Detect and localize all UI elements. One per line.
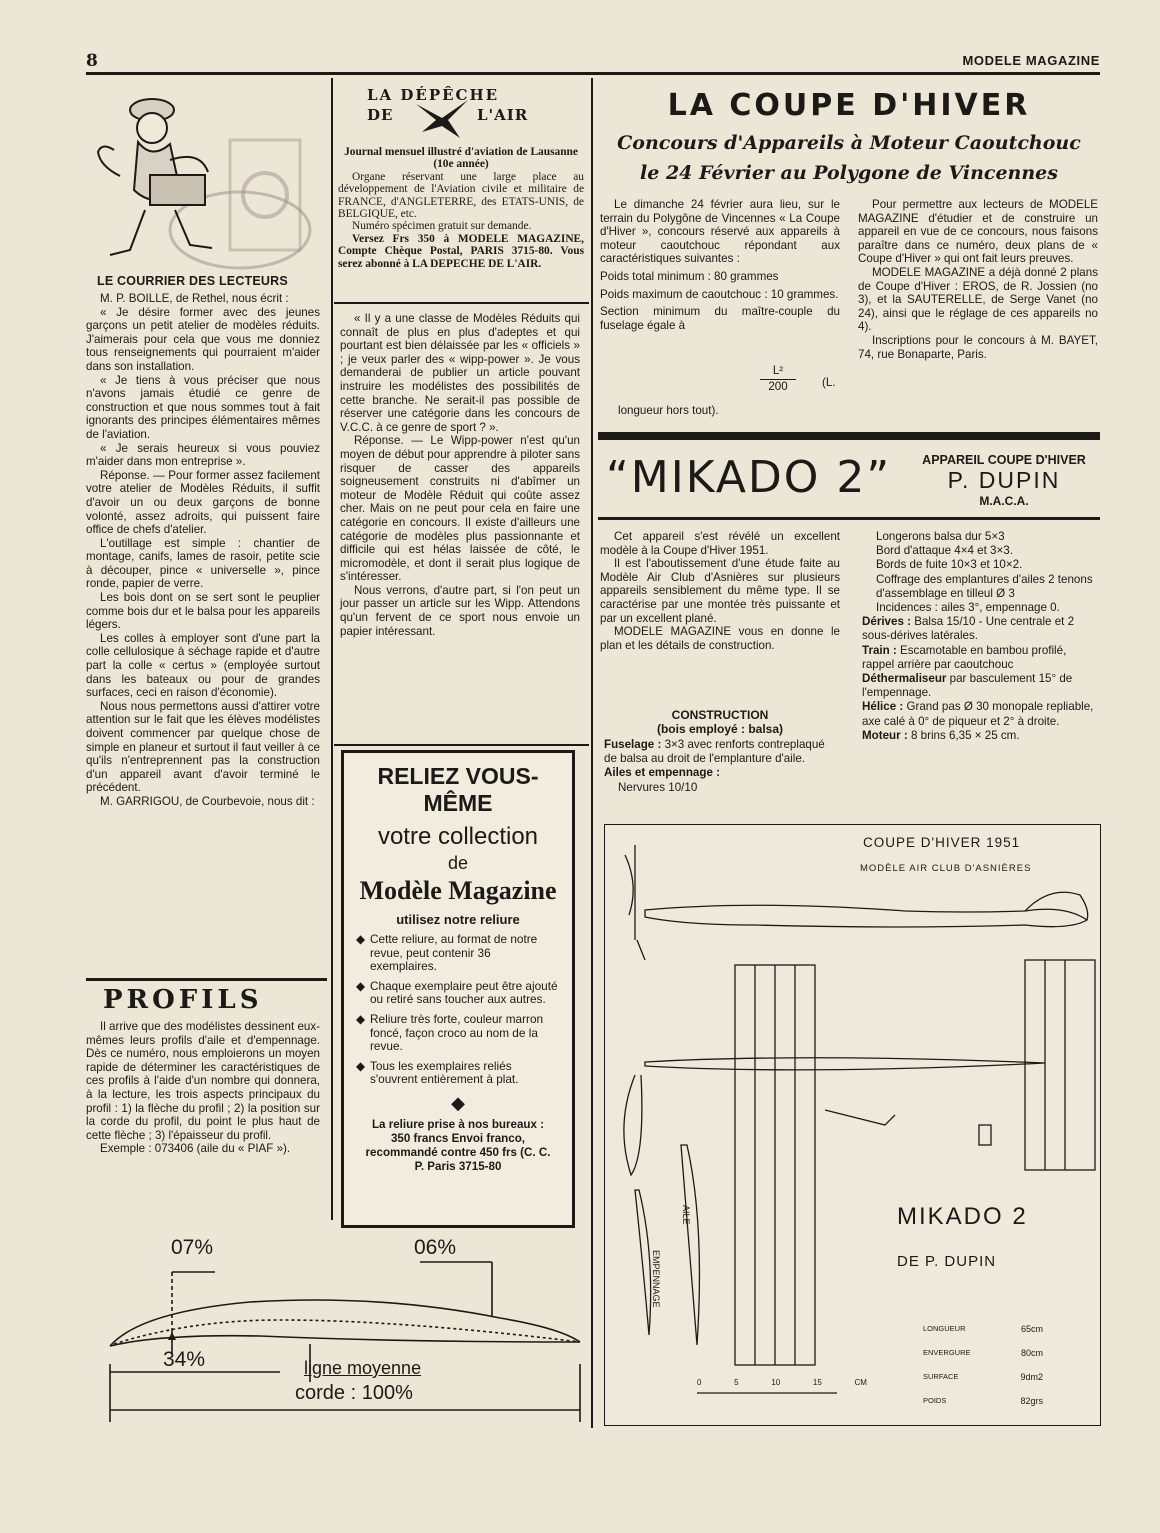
plan-subtitle: MODÈLE AIR CLUB D'ASNIÈRES — [860, 863, 1032, 874]
coupe-col1-p1: Le dimanche 24 février aura lieu, sur le terrain du Polygône de Vincennes « La Coupe d'Hiver », concours réservé aux appareils à moteur caoutchouc répondant aux caractéristiques suivantes : — [600, 198, 840, 266]
spec-nervures: Nervures 10/10 — [618, 780, 698, 794]
depeche-logo-air: L'AIR — [477, 106, 529, 124]
profils-title: PROFILS — [103, 985, 263, 1015]
column-divider-1 — [331, 78, 333, 1220]
plan-scale: 0 5 10 15 CM — [697, 1378, 867, 1387]
spec-ailes: Ailes et empennage : — [604, 766, 720, 780]
depeche-rule — [334, 302, 589, 304]
mikado-col1-p3: MODELE MAGAZINE vous en donne le plan et les détails de construction. — [600, 625, 840, 652]
profils-rule — [86, 978, 327, 981]
spec-bords-fuite: Bords de fuite 10×3 et 10×2. — [876, 558, 1023, 572]
spec-longerons: Longerons balsa dur 5×3 — [876, 530, 1005, 543]
spec-dethermaliseur: Déthermaliseur par basculement 15° de l'empennage. — [862, 672, 1073, 700]
reliure-bullet-1: ◆ Cette reliure, au format de notre revue, peut contenir 36 exemplaires. — [356, 932, 538, 974]
reliure-line2: votre collection — [377, 823, 539, 850]
depeche-logo — [362, 86, 562, 142]
wipp-rule — [334, 744, 589, 746]
reliure-footer: La reliure prise à nos bureaux : 350 francs Envoi franco, recommandé contre 450 frs (C. C. P. Paris 3715-80 — [365, 1117, 551, 1173]
coupe-col1-p3: Poids maximum de caoutchouc : 10 grammes. — [600, 287, 839, 301]
profils-example: Exemple : 073406 (aile du « PIAF »). — [100, 1142, 291, 1156]
profils-body — [86, 1020, 320, 1156]
wipp-p2: Réponse. — Le Wipp-power n'est qu'un moyen de début pour apprendre à piloter sans risquer de casser des appareils soigneusement construits ni d'abîmer un moteur de Modèle Réduit qui coûte assez cher. Mais on ne peut pour cela en faire une catégorie en concours. Il existe d'ailleurs une catégorie de modèles plus passionnante et difficile qui est hélas laissée de côté, le micromodèle, et dont il serait plus logique de s'intéresser. — [340, 434, 580, 584]
spec-train: Train : Escamotable en bambou profilé, rappel arrière par caoutchouc — [862, 643, 1067, 671]
spec-incidences: Incidences : ailes 3°, empennage 0. — [876, 601, 1060, 615]
courrier-body — [86, 292, 320, 809]
courrier-p7: Les bois dont on se sert sont le peuplier comme bois dur et le balsa pour les appareils légers. — [86, 591, 320, 632]
mikado-byline-2: P. DUPIN — [947, 467, 1061, 493]
depeche-text3: Versez Frs 350 à MODELE MAGAZINE, Compte Chèque Postal, PARIS 3715-80. Vous serez abonné à LA DEPECHE DE L'AIR. — [338, 232, 584, 270]
plan-name: MIKADO 2 — [897, 1203, 1028, 1230]
mikado-col1 — [600, 530, 840, 652]
coupe-col1-p2: Poids total minimum : 80 grammes — [600, 269, 779, 283]
spec-helice: Hélice : Grand pas Ø 30 monopale repliable, axe calé à 0° de piqueur et 2° à droite. — [862, 700, 1094, 728]
reliure-line1: RELIEZ VOUS-MÊME — [377, 763, 539, 816]
airplane-icon — [414, 96, 470, 140]
coupe-title: LA COUPE D'HIVER — [667, 88, 1031, 123]
diamond-icon: ◆ — [356, 1011, 366, 1026]
courrier-p4: « Je serais heureux si vous pouviez m'aider dans mon entreprise ». — [86, 441, 320, 469]
page-number: 8 — [86, 51, 98, 71]
spec-fuselage: Fuselage : 3×3 avec renforts contreplaqué de balsa au droit de l'emplanture d'aile. — [604, 738, 825, 766]
mikado-top-rule — [598, 432, 1100, 440]
reliure-line4: Modèle Magazine — [359, 876, 557, 905]
depeche-logo-de: DE — [367, 106, 394, 124]
diamond-icon: ◆ — [356, 978, 366, 993]
wipp-p1: « Il y a une classe de Modèles Réduits qui connaît de plus en plus d'adeptes et qui pourtant est bien délaissée par les « officiels » ; je veux parler des « wipp-power ». Je vous demanderai de publier un article pouvant instruire les modélistes des possibilités de cette branche. Ne serait-il pas possible de réserver une catégorie dans les concours de V.C.C. à ce genre de sport ? ». — [340, 312, 580, 434]
depeche-text1: Organe réservant une large place au développement de l'Aviation civile et militaire de FRANCE, d'ANGLETERRE, des ETATS-UNIS, de BELGIQUE, etc. — [338, 170, 584, 221]
coupe-col2-p1: Pour permettre aux lecteurs de MODELE MAGAZINE d'étudier et de construire un appareil en vue de ce concours, nous faisons paraître dans ce numéro, deux plans de « Coupe d'Hiver » qui ont fait leurs preuves. — [858, 198, 1098, 266]
formula-after: (L. — [822, 376, 836, 389]
wipp-p3: Nous verrons, d'autre part, si l'on peut un jour passer un article sur les Wipp. Attendons qu'un fervent de ce sport nous envoie un papier intéressant. — [340, 583, 580, 638]
construction-title: CONSTRUCTION — [671, 708, 769, 722]
reliure-line3: de — [447, 853, 469, 873]
profils-text: Il arrive que des modélistes dessinent eux-mêmes leurs profils d'aile et d'empennage. Dès ce numéro, nous emploierons un moyen rapide de déterminer les caractéristiques de ces profils à l'aide d'un nombre qui donnera, à la lecture, les trois aspects principaux du profil : 1) la flèche du profil ; 2) la position sur la corde du profil, du point le plus haut de cette flèche ; 3) l'épaisseur du profil. — [86, 1020, 320, 1142]
coupe-col2 — [858, 198, 1098, 361]
spec-bord-attaque: Bord d'attaque 4×4 et 3×3. — [876, 544, 1013, 558]
column-divider-2 — [591, 78, 593, 1428]
plan-author: DE P. DUPIN — [897, 1253, 997, 1270]
formula-denominator: 200 — [760, 379, 796, 393]
courrier-p10: M. GARRIGOU, de Courbevoie, nous dit : — [100, 794, 315, 808]
mikado-byline-1: APPAREIL COUPE D'HIVER — [922, 453, 1086, 467]
diamond-separator-icon: ◆ — [451, 1092, 465, 1113]
label-07: 07% — [171, 1236, 214, 1259]
plan-title: COUPE D'HIVER 1951 — [863, 835, 1021, 850]
plan-label-empennage: EMPENNAGE — [651, 1250, 661, 1308]
specs-right — [862, 530, 1098, 743]
plan-label-aile: AILE — [681, 1205, 691, 1225]
mikado-title: “MIKADO 2” — [606, 452, 892, 503]
reliure-ad — [341, 750, 575, 1228]
courrier-p3: « Je tiens à vous préciser que nous n'avons jamais étudié ce genre de construction et que nous sommes tout à fait ignorants des principes élémentaires mêmes de l'aviation. — [86, 373, 320, 441]
coupe-col2-p2: MODELE MAGAZINE a déjà donné 2 plans de Coupe d'Hiver : EROS, de R. Jossien (no 3), et la SAUTERELLE, de Serge Vanet (no 24), ainsi que le réglage de ces appareils no 4). — [858, 265, 1098, 334]
courrier-p6: L'outillage est simple : chantier de montage, canifs, lames de rasoir, petite scie à découper, pince « universelle », pince ronde, papier de verre. — [86, 536, 320, 591]
depeche-text2: Numéro spécimen gratuit sur demande. — [352, 220, 532, 233]
coupe-subtitle-2: le 24 Février au Polygone de Vincennes — [640, 162, 1058, 184]
reliure-line5: utilisez notre reliure — [396, 912, 520, 927]
wipp-body — [340, 312, 580, 638]
mikado-col1-p1: Cet appareil s'est révélé un excellent modèle à la Coupe d'Hiver 1951. — [600, 530, 840, 557]
coupe-subtitle-1: Concours d'Appareils à Moteur Caoutchouc — [617, 132, 1081, 154]
magazine-name: MODELE MAGAZINE — [962, 53, 1100, 68]
mikado-rule — [598, 517, 1100, 520]
coupe-col2-p3: Inscriptions pour le concours à M. BAYET, 74, rue Bonaparte, Paris. — [858, 333, 1098, 361]
plan-specs-table — [923, 1317, 1043, 1413]
coupe-col1-p5: longueur hors tout). — [618, 404, 719, 417]
courrier-p8: Les colles à employer sont d'une part la colle cellulosique à séchage rapide et d'autre part la colle « certus » (employée surtout dans les bateaux ou pour de grandes surfaces, ceci en raison d'économie). — [86, 631, 320, 700]
coupe-col1 — [600, 198, 840, 332]
mikado-col1-p2: Il est l'aboutissement d'une étude faite au Modèle Air Club d'Asnières sur plusieurs appareils sensiblement du même type. Il se caractérise par une montée très puissante et par un excellent plané. — [600, 557, 840, 625]
postman-illustration — [90, 80, 326, 270]
spec-moteur: Moteur : 8 brins 6,35 × 25 cm. — [862, 728, 1020, 742]
label-06: 06% — [414, 1236, 457, 1259]
construction-subtitle: (bois employé : balsa) — [656, 722, 784, 736]
mikado-byline-3: M.A.C.A. — [979, 494, 1029, 508]
formula-numerator: L² — [772, 364, 784, 377]
plan-row-envergure: ENVERGURE 80cm — [923, 1348, 1043, 1358]
header-rule — [86, 72, 1100, 75]
mikado-plan — [604, 824, 1101, 1426]
formula — [760, 364, 796, 393]
depeche-intro: Journal mensuel illustré d'aviation de Lausanne (10e année) — [344, 146, 578, 171]
plan-row-surface: SURFACE 9dm2 — [923, 1372, 1043, 1382]
specs-left — [604, 738, 840, 795]
courrier-p5: Réponse. — Pour former assez facilement votre atelier de Modèles Réduits, il suffit d'avoir un ou deux garçons de bonne volonté, assez adroits, qui puissent faire office de chefs d'atelier. — [86, 468, 320, 537]
mikado-byline — [908, 453, 1100, 508]
reliure-bullets — [344, 927, 572, 1087]
spec-coffrage: Coffrage des emplantures d'ailes 2 tenons d'assemblage en tilleul Ø 3 — [876, 572, 1093, 600]
diamond-icon: ◆ — [356, 1058, 366, 1073]
reliure-bullet-2: ◆ Chaque exemplaire peut être ajouté ou retiré sans toucher aux autres. — [356, 978, 558, 1007]
reliure-bullet-4: ◆ Tous les exemplaires reliés s'ouvrent entièrement à plat. — [356, 1058, 519, 1087]
courrier-title: LE COURRIER DES LECTEURS — [97, 274, 288, 288]
depeche-body — [338, 146, 584, 270]
diamond-icon: ◆ — [356, 932, 366, 946]
courrier-p9: Nous nous permettons aussi d'attirer votre attention sur le fait que les élèves modélistes doivent commencer par quelque chose de simple en planeur et surtout il faut veiller à ce qu'ils n'entreprennent pas la construction d'un appareil avant d'avoir terminé le précédent. — [86, 699, 320, 795]
spec-derives: Dérives : Balsa 15/10 - Une centrale et 2 sous-dérives latérales. — [862, 615, 1075, 643]
plan-row-poids: POIDS 82grs — [923, 1396, 1043, 1406]
plan-row-longueur: LONGUEUR 65cm — [923, 1324, 1043, 1334]
label-34: 34% — [163, 1348, 206, 1371]
courrier-p1: M. P. BOILLE, de Rethel, nous écrit : — [100, 292, 289, 305]
courrier-p2: « Je désire former avec des jeunes garçons un petit atelier de modèles réduits. J'aimerais pour cela que vous me donniez tous renseignements qui pourraient m'aider dans son installation. — [86, 305, 320, 373]
label-corde: corde : 100% — [295, 1382, 413, 1404]
coupe-col1-p4: Section minimum du maître-couple du fuselage égale à — [600, 305, 840, 332]
label-ligne-moyenne: ligne moyenne — [304, 1358, 422, 1378]
reliure-bullet-3: ◆ Reliure très forte, couleur marron foncé, façon croco au nom de la revue. — [356, 1011, 544, 1054]
depeche-logo-line1: LA DÉPÊCHE — [367, 86, 500, 104]
